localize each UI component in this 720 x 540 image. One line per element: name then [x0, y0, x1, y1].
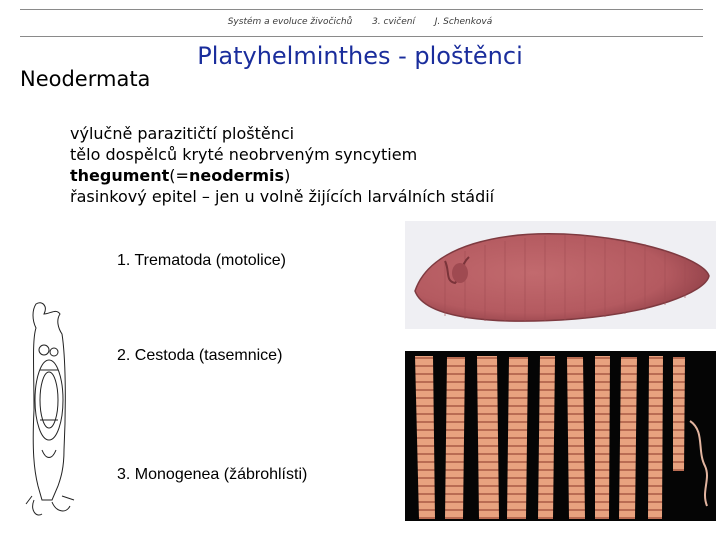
bullet-item: řasinkový epitel – jen u volně žijících larválních stádií	[70, 187, 495, 206]
monogenea-drawing	[22, 300, 82, 522]
header-author: J. Schenková	[434, 17, 493, 27]
class-item-monogenea: 3. Monogenea (žábrohlísti)	[117, 466, 308, 483]
bullet-list	[70, 123, 494, 207]
term-close: )	[284, 166, 291, 185]
header-rule-top	[20, 9, 703, 10]
term-tegument: thegument	[70, 166, 170, 185]
bullet-item: výlučně parazitičtí ploštěnci	[70, 124, 295, 143]
header-course: Systém a evoluce živočichů	[227, 17, 353, 27]
tapeworm-photo	[405, 351, 716, 521]
fluke-photo	[405, 221, 716, 329]
header-rule-bottom	[20, 36, 703, 37]
class-item-trematoda: 1. Trematoda (motolice)	[117, 252, 286, 269]
bullet-item: tělo dospělců kryté neobrveným syncytiem	[70, 145, 418, 164]
header-session: 3. cvičení	[372, 17, 415, 27]
bullet-item	[70, 165, 494, 186]
slide-title: Platyhelminthes - ploštěnci	[197, 42, 523, 70]
class-item-cestoda: 2. Cestoda (tasemnice)	[117, 347, 283, 364]
term-separator: (=	[169, 166, 189, 185]
slide-header	[0, 17, 720, 27]
section-label: Neodermata	[20, 67, 151, 91]
term-neodermis: neodermis	[188, 166, 285, 185]
